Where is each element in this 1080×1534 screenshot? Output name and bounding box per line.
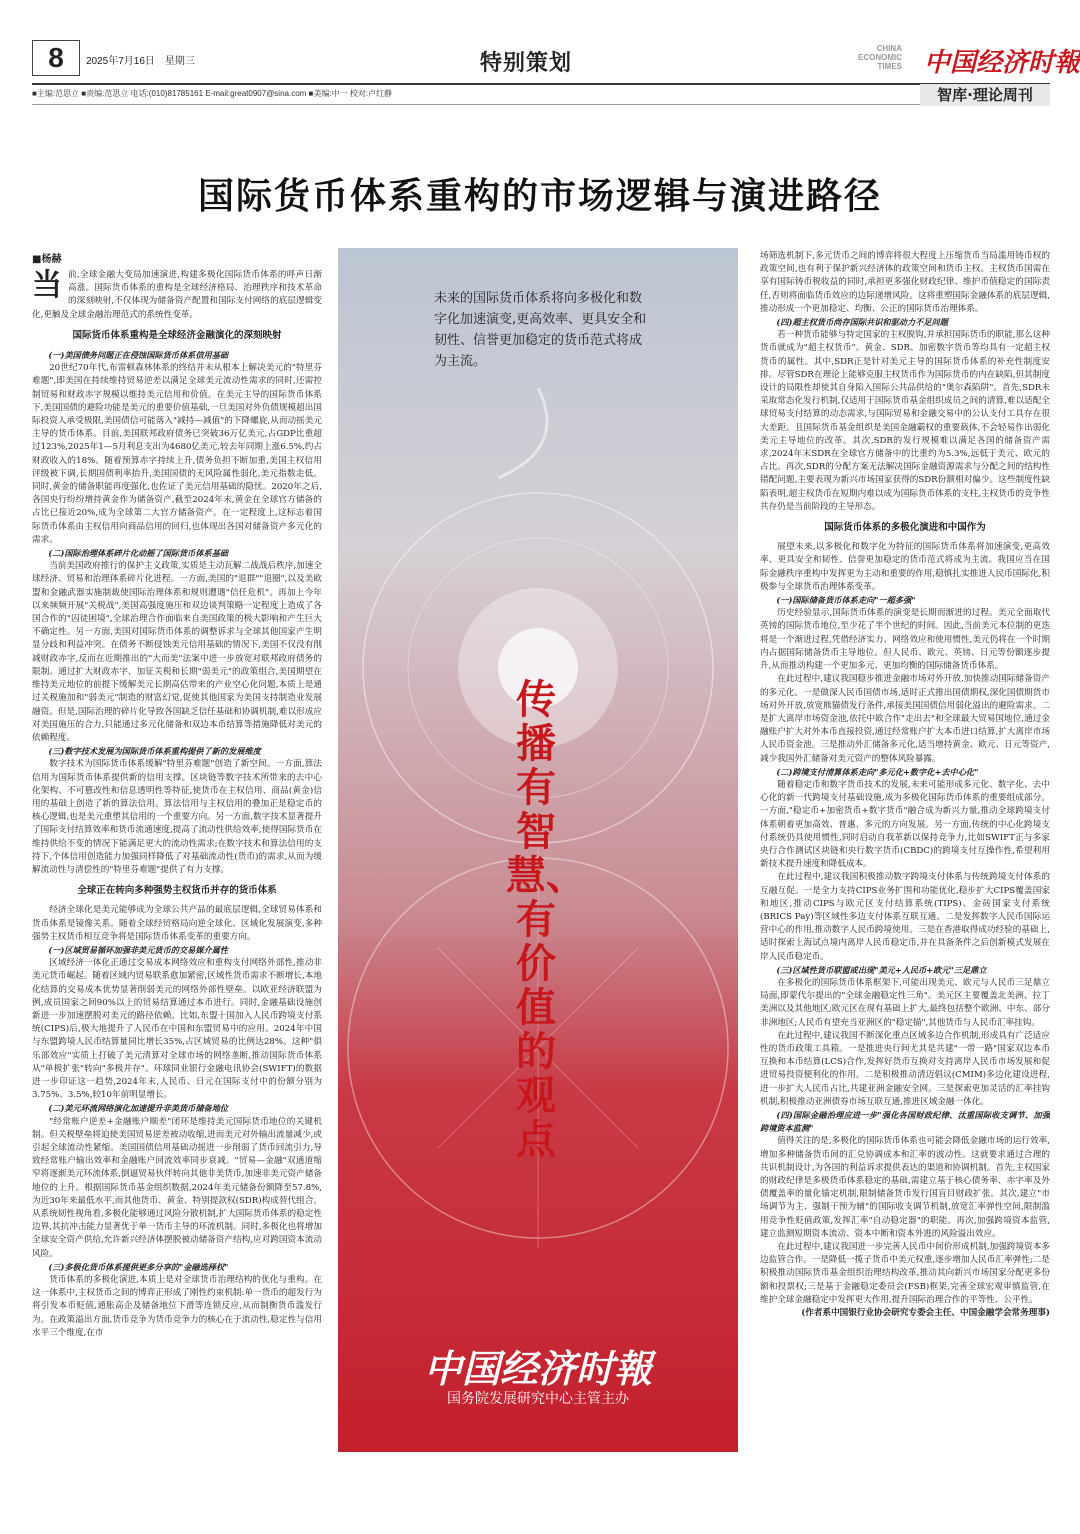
promo-illustration	[338, 248, 738, 1452]
subheading: (二)跨境支付清算体系走向"多元化+数字化+去中心化"	[776, 766, 979, 777]
paragraph: 在此过程中,建议我国积极推动数字跨境支付体系与传统跨境支付体系的互融互促。一是全力支持CIPS业务扩围和功能优化,稳步扩大CIPS覆盖国家和地区,推动CIPS与欧元区支付结算系统(TIPS)、金砖国家支付系统(BRICS Pay)等区域性多边支付体系互联互通。二是发挥数字人民币国际运营中心的作用,推动数字人民币跨境使用。三是在香港取得成功经验的基础上,适时探索上海试点境内离岸人民币稳定币,并在具备条件之后创新模式发展在岸人民币稳定币。	[760, 872, 1050, 962]
paragraph: 区域经济一体化正通过交易成本网络效应和重构支付网络外部性,推动非美元货币崛起。随着区域内贸易联系愈加紧密,区域性货币需求不断增长,本地化结算的交易成本优势显著削弱美元的网络外部性壁垒。以欧亚经济联盟为例,成员国家之间90%以上的贸易结算通过本币进行。同时,金融基础设施创新进一步加速摆脱对美元的路径依赖。比如,东盟十国加入人民币跨境支付系统(CIPS)后,极大地提升了人民币在中国和东盟贸易中的应用。2024年中国与东盟跨境人民币结算量同比增长35%,占区域贸易的比例达28%。这种"俱乐部效应"实质上打破了美元清算对全球市场的网络垄断,推动国际货币体系从"单极扩张"转向"多极并存"。环球同业银行金融电讯协会(SWIFT)的数据进一步印证这一趋势,2024年末,人民币、日元在国际支付中的份额分别为3.75%、3.5%,较10年前明显增长。	[32, 958, 322, 1101]
paragraph: 在此过程中,建议我国稳步推进金融市场对外开放,加快推动国际储备资产的多元化。一是做深人民币国债市场,适时正式推出国债期权,深化国债期货市场对外开放,放宽熊猫债发行条件,承接美国国债信用弱化溢出的避险需求。二是扩大离岸市场资金池,依托中欧合作"走出去"和全球最大贸易国地位,通过金融账户扩大对外本币直接投资,通过经常账户扩大本币进口结算,扩大离岸市场人民币资金池。三是推动外汇储备多元化,适当增持黄金、欧元、日元等资产,减少我国外汇储备对美元资产的整体风险暴露。	[760, 674, 1050, 764]
art-masthead-subtitle: 国务院发展研究中心主管主办	[447, 1391, 629, 1407]
art-masthead-logo: 中国经济时報	[423, 1346, 652, 1391]
paragraph: 20世纪70年代,布雷顿森林体系的终结并未从根本上解决美元的"特里芬难题",即美国在持续维持贸易逆差以满足全球美元流动性需求的同时,还需控制贸易和财政赤字规模以维持美元信用和价值。在美元主导的国际货币体系下,美国国债的避险功能是美元的重要价值基础,一旦美国对外负债规模超出国际投资人承受极限,美国债信可能落入"减持—减值"的下降螺旋,从而动摇美元主导的货币体系。目前,美国联邦政府债务已突破36万亿美元,占GDP比重超过123%,2025年1—5月利息支出为4680亿美元,较去年同期上涨6.5%,约占财政收入的18%。随着预算赤字持续上升,债务负担不断加重,美国主权信用评级被下调,长期国债利率抬升,美国国债的无风险属性弱化,美元指数走低。同时,黄金的储备职能再度强化,也佐证了美元信用基础的隐忧。2020年之后,各国央行纷纷增持黄金作为储备资产,截至2024年末,黄金在全球官方储备的占比已接近20%,成为全球第二大官方储备资产。在一定程度上,这标志着国际货币体系由主权信用向商品信用的回归,也体现出各国对储备资产多元化的需求。	[32, 363, 322, 545]
section-heading: 国际货币体系的多极化演进和中国作为	[824, 522, 986, 534]
paragraph: 在此过程中,建议我国进一步完善人民币中间价形成机制,加强跨境资本多边监管合作。一是降低一揽子货币中美元权重,逐步增加人民币汇率弹性;二是积极推动国际货币基金组织治理结构改革,推动其向新兴市场国家分配更多份额和投票权;三是基于金融稳定委员会(FSB)框架,完善全球宏观审慎监管,在维护全球金融稳定中发挥更大作用,提升国际治理合作的平等性、公平性。	[760, 1242, 1050, 1305]
subheading: (一)美国债务问题正在侵蚀国际货币体系信用基础	[48, 350, 229, 361]
pull-quote: 未来的国际货币体系将向多极化和数字化加速演变,更高效率、更具安全和韧性、信誉更加稳定的货币范式将成为主流。	[434, 291, 647, 369]
article-column-right	[760, 250, 1050, 1490]
paragraph: 随着稳定币和数字货币技术的发展,未来可能形成多元化、数字化、去中心化的新一代跨境支付基础设施,成为多极化国际货币体系的重要组成部分。一方面,"稳定币+加密货币+数字货币"融合成为新兴力量,推动全球跨境支付体系朝着更加高效、普惠、多元的方向发展。另一方面,传统的中心化跨境支付系统仍具使用惯性,同时启动自我革新以保持竞争力,比如SWIFT正与多家央行合作测试区块链和央行数字货币(CBDC)的跨境支付互操作性,希望利用新技术提升速度和降低成本。	[760, 779, 1050, 870]
paragraph: 当前美国政府推行的保护主义政策,实质是主动瓦解二战战后秩序,加速全球经济、贸易和治理体系碎片化进程。一方面,美国的"退群""退圈",以及美欧盟和金融武器实施制裁使国际治理体系和规则遭遇"信任危机"。再加上今年以来频频开展"关税战",美国高强度施压和双边谈判策略一定程度上造成了各国合作的"囚徒困境",全球治理合作面临来自美国政策的极大影响和产生巨大不确定性。另一方面,美国对国际货币体系的调整诉求与全球其他国家产生明显分歧和利益冲突。在债务不断侵蚀美元信用基础的情况下,美国不仅没有削减财政赤字,反而在近期推出的"大而美"法案中进一步放宽对联邦政府债务的限制。通过扩大财政赤字、加征关税和长期"弱美元"的政策组合,美国期望在维持美元地位的前提下缓解美元长期高估带来的产业空心化问题,本质上是通过关税施加和"弱美元"制造的财富幻觉,促使其他国家为美国支持制造业发展融资。但是,国际治理的碎片化导致各国缺乏信任基础和协调机制,难以形成应对美国施压的合力,只能通过多元化储备和双边本币结算等措施降低对美元的依赖程度。	[32, 561, 322, 743]
article-column-left	[32, 250, 322, 1480]
article-headline: 国际货币体系重构的市场逻辑与演进路径	[197, 175, 882, 217]
paragraph: 经济全球化是美元能够成为全球公共产品的最底层逻辑,全球贸易体系和货币体系是镜像关系。随着全球经贸格局向逆全球化、区域化发展演变,多种强势主权货币相互竞争将是国际货币体系变革的重要方向。	[32, 905, 322, 942]
section-heading: 全球正在转向多种强势主权货币并存的货币体系	[77, 885, 277, 897]
issue-date: 2025年7月16日 星期三	[86, 56, 195, 67]
weekly-label: 智库·理论周刊	[920, 84, 1050, 106]
paragraph: 值得关注的是,多极化的国际货币体系也可能会降低金融市场的运行效率,增加多种储备货币间的汇兑协调成本和汇率的波动性。这就要求通过合理的共识机制设计,为各国的利益诉求提供表达的渠道和协调机制。首先,主权国家的财政纪律是多极货币体系稳定的基础,需建立基于核心债务率、赤字率及外债覆盖率的量化锚定机制,限制储备货币发行国盲目财政扩张。其次,建立"市场调节为主、强制干预为辅"的国际收支调节机制,放宽汇率弹性空间,限制滥用竞争性贬值政策,发挥汇率"自动稳定器"的职能。再次,加强跨境资本监管,建立监测短期资本流动、资本中断和资本外逃的风险溢出效应。	[760, 1136, 1050, 1239]
subheading: (四)国际金融治理应进一步"强化各国财政纪律、汰重国际收支调节、加强跨境资本监测"	[760, 1110, 1050, 1134]
paragraph: 若一种货币能够与特定国家的主权脱钩,并承担国际货币的职能,那么这种货币就成为"超主权货币"。黄金、SDR、加密数字货币等均具有一定超主权货币的属性。其中,SDR正是针对美元主导的国际货币体系的补充性制度安排。尽管SDR在理论上能够克服主权货币作为国际货币的内在缺陷,但其制度设计的局限性却使其自身陷入国际公共品供给的"奥尔森陷阱"。首先,SDR未采取常态化发行机制,仅适用于国际货币基金组织成员之间的清算,难以适配全球贸易支付结算的动态需求,与国际贸易和金融交易中的公认支付工具存在很大差距。且国际货币基金组织是美国金融霸权的重要载体,不会轻易作出弱化美元主导地位的改革。其次,SDR的发行规模难以满足各国的储备资产需求,2024年末SDR在全球官方储备中的比重约为5.3%,远低于美元、欧元的占比。再次,SDR的分配方案无法解决国际金融资源需求与分配之间的结构性错配问题,主要表现为新兴市场国家获得的SDR份额相对偏少。这些制度性缺陷表明,超主权货币在短期内难以成为国际货币体系的支柱,主权货币的竞争性共存仍是当前阶段的主导形态。	[760, 330, 1050, 512]
section-title: 特别策划	[480, 51, 573, 76]
editor-credits: ■主编:范思立 ■责编:范思立 电话:(010)81785161 E-mail:great0907@sina.com ■美编:中一 校对:卢红静	[32, 89, 393, 98]
paragraph: 展望未来,以多极化和数字化为特征的国际货币体系将加速演变,更高效率、更具安全和韧性、信誉更加稳定的货币范式将成为主流。我国应当在国际金融秩序重构中发挥更为主动和重要的作用,稳慎扎实推进人民币国际化,积极参与全球货币治理体系变革。	[760, 542, 1050, 592]
paragraph: 在多极化的国际货币体系框架下,可能出现美元、欧元与人民币三足鼎立局面,即蒙代尔提出的"全球金融稳定性三角"。美元区主要覆盖北美洲、拉丁美洲以及其他地区;欧元区在现有基础上扩大,最终包括整个欧洲、中东、部分非洲地区;人民币有望充当亚洲区的"稳定锚",其他货币与人民币汇率挂钩。	[760, 977, 1050, 1028]
subheading: (一)区域贸易循环加强非美元货币的交易媒介属性	[48, 944, 229, 955]
author-note: (作者系中国银行业协会研究专委会主任、中国金融学会常务理事)	[801, 1308, 1050, 1319]
subheading: (四)超主权货币尚存国际共识和驱动力不足问题	[776, 317, 948, 328]
author-byline: ■杨赫	[32, 254, 62, 265]
lead-paragraph: 当前,全球金融大变局加速演进,构建多极化国际货币体系的呼声日渐高涨。国际货币体系的重构是全球经济格局、治理秩序和技术革命的深刻映射,不仅体现为储备资产配置和国际支付网络的底层逻辑变化,更触及全球金融治理范式的系统性变革。	[32, 268, 322, 320]
masthead-logo: 中国经济时報	[924, 48, 1080, 78]
section-heading: 国际货币体系重构是全球经济金融演化的深刻映射	[72, 329, 282, 341]
credits-rule	[32, 104, 920, 105]
slogan-vertical: 传播有智慧、有价值的观点	[506, 677, 586, 1163]
paragraph: 在此过程中,建议我国不断深化重点区域多边合作机制,形成具有广泛适应性的货币政策工具箱。一是推进央行间尤其是共建"一带一路"国家双边本币互换和本币结算(LCS)合作,发挥好货币互换对支持离岸人民币市场发展和促进贸易投资便利化的作用。二是积极推动清迈倡议(CMIM)多边化建设进程,进一步扩大人民币占比,共建亚洲金融安全网。三是探索更加灵活的汇率挂钩机制,积极推动亚洲债券市场互联互通,推进区域金融一体化。	[760, 1030, 1050, 1107]
paragraph: "经常账户逆差+金融账户顺差"闭环是维持美元国际货币地位的关键机制。但关税壁垒将迫使美国贸易逆差被动收缩,进而美元对外输出流量减少,或引起全球流动性紧缩。美国国债信用基础动摇进一步削弱了货币回流引力,导致经常账户输出效率和金融账户回流效率同步衰减。"贸易—金融"双通道缩窄将逐渐美元环流体系,倒逼贸易伙伴转向其他非美货币,加速非美元资产储备地位的上升。根据国际货币基金组织数据,2024年美元储备份额降至57.8%,为近30年来最低水平,而其他货币、黄金、特别提款权(SDR)构成替代组合。从系统韧性视角看,多极化能够通过风险分散机制,扩大国际货币体系的稳定性边界,其抗冲击能力显著优于单一货币主导的环流机制。同时,多极化也将增加全球安全资产供给,允许新兴经济体摆脱被动储备资产结构,应对跨国资本流动风险。	[32, 1116, 322, 1259]
paragraph: 场筛选机制下,多元货币之间的博弈将很大程度上压缩货币当局滥用铸币权的政策空间,也有利于保护新兴经济体的政策空间和货币主权。主权货币国需在享有国际铸币税收益的同时,承担更多强化财政纪律、维护币值稳定的国际责任,否则将面临货币效应的边际递增风险。这将重塑国际金融体系的底层逻辑,推动形成一个更加稳定、均衡、公正的国际货币治理体系。	[760, 251, 1050, 314]
subheading: (三)多极化货币体系提供更多分享的"金融选择权"	[48, 1261, 229, 1272]
header-rule	[32, 83, 1050, 85]
subheading: (一)国际储备货币体系走向"一超多强"	[776, 595, 916, 606]
paragraph: 货币体系的多极化演进,本质上是对全球货币治理结构的优化与重构。在这一体系中,主权货币之间的博弈正形成了刚性约束机制:单一货币的超发行为将引发本币贬值,通胀高企及储备地位下滑等连锁反应,从而制衡货币滥发行为。在政策溢出方面,货币竞争为货币竞争力的核心在于流动性,稳定性与信用水平三个维度,在市	[32, 1275, 322, 1338]
masthead-english: CHINA ECONOMIC TIMES	[858, 44, 902, 71]
subheading: (二)美元环流网络演化加速提升非美货币储备地位	[48, 1103, 229, 1114]
paragraph: 数字技术为国际货币体系缓解"特里芬难题"创造了新空间。一方面,算法信用为国际货币体系提供新的信用支撑。区块链等数字技术所带来的去中心化架构、不可篡改性和信息透明性等特征,使货币在主权信用、商品(黄金)信用的基础上创造了新的算法信用。算法信用与主权信用的叠加正是稳定币的核心逻辑,也是美元重塑其信用的一个重要方向。另一方面,数字技术显著提升了国际支付结算效率和货币流通速度,提高了流动性供给效率,使得国际货币在维持供给不变的情况下能满足更大的流动性需求;在数字技术和算法信用的支持下,个体信用创造能力加强同样降低了对基础流动性(货币)的需求,从而为缓解流动性与清偿性的"特里芬难题"提供了有力支撑。	[32, 759, 322, 875]
subheading: (三)区域性货币联盟或出现"美元+人民币+欧元"三足鼎立	[776, 964, 987, 975]
subheading: (三)数字技术发展为国际货币体系重构提供了新的发展维度	[48, 746, 261, 757]
paragraph: 历史经验显示,国际货币体系的演变是长期而渐进的过程。美元全面取代英镑的国际货币地位,至少花了半个世纪的时间。因此,当前美元本位制的更迭将是一个渐进过程,凭借经济实力、网络效应和使用惯性,美元仍将在一个时期内占据国际储备货币主导地位。但人民币、欧元、英镑、日元等份额逐步提升,从而推动构建一个更加多元、更加均衡的国际储备货币体系。	[760, 608, 1050, 672]
page-number: 8	[32, 40, 80, 76]
drop-cap: 当	[32, 268, 62, 303]
subheading: (二)国际治理体系碎片化动摇了国际货币体系基础	[48, 548, 229, 559]
